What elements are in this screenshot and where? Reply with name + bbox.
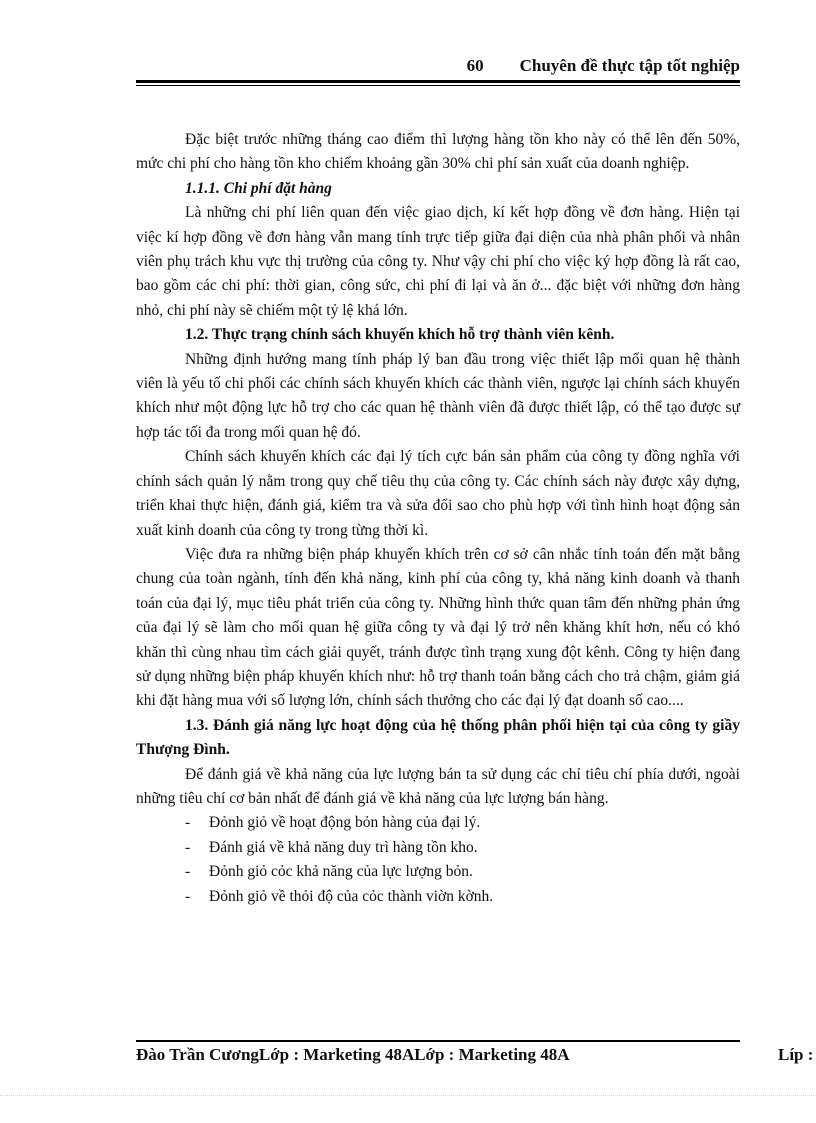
paragraph-ordering-cost: Là những chi phí liên quan đến việc giao dịch, kí kết hợp đồng về đơn hàng. Hiện tại việc kí hợp đồng về đơn hàng vẫn mang tính trực tiếp giữa đại diện của nhà phân phối và nhân viên phụ trách khu vực thị trường của công ty. Như vậy chi phí cho việc ký hợp đồng là rất cao, bao gồm các chi phí: thời gian, công sức, chi phí đi lại và ăn ở... đặc biệt với những đơn hàng nhỏ, chi phí này sẽ chiếm một tỷ lệ khá lớn. [136,204,740,319]
list-item [136,836,740,860]
header-rule-thin [136,85,740,86]
paragraph-evaluation-intro: Để đánh giá về khả năng của lực lượng bán ta sử dụng các chỉ tiêu chí phía dưới, ngoài những tiêu chí cơ bản nhất để đánh giá về khả năng của lực lượng bán hàng. [136,765,740,807]
footer-class-truncated: Líp : [778,1045,814,1064]
header-title: Chuyên đề thực tập tốt nghiệp [519,56,740,75]
list-item-text: Đánh giá về khả năng duy trì hàng tồn kho. [209,838,478,856]
paragraph-inventory: Đặc biệt trước những tháng cao điểm thì lượng hàng tồn kho này có thể lên đến 50%, mức chi phí cho hàng tồn kho chiếm khoảng gần 30% chi phí sản xuất của doanh nghiệp. [136,131,740,173]
evaluation-criteria-list [136,811,740,909]
footer-author-class: Đào Trần CươngLớp : Marketing 48ALớp : Marketing 48A [136,1045,570,1064]
list-item [136,811,740,835]
page-header [136,56,740,76]
bullet-marker: - [185,814,191,832]
list-item-text: Đỏnh giỏ cỏc khả năng của lực lượng bỏn. [209,863,473,881]
header-rule-thick [136,80,740,83]
page-number: 60 [466,56,484,75]
list-item [136,885,740,909]
list-item-text: Đỏnh giỏ về hoạt động bỏn hàng của đại lý. [209,814,481,832]
paragraph-incentive-policy: Chính sách khuyến khích các đại lý tích cực bán sản phẩm của công ty đồng nghĩa với chính sách quản lý nằm trong quy chế tiêu thụ của công ty. Các chính sách này được xây dựng, triển khai thực hiện, đánh giá, kiểm tra và sửa đổi sao cho phù hợp với tình hình hoạt động sản xuất kinh doanh của công ty trong từng thời kì. [136,448,740,539]
document-body [136,128,740,909]
footer-rule [136,1040,740,1042]
page-bottom-divider [0,1095,816,1096]
list-item-text: Đỏnh giỏ về thỏi độ của cỏc thành viờn kờnh. [209,887,494,905]
heading-1-1-1: 1.1.1. Chi phí đặt hàng [185,179,332,197]
list-item [136,860,740,884]
paragraph-incentive-measures: Việc đưa ra những biện pháp khuyến khích trên cơ sở cân nhắc tính toán đến mặt bằng chung của toàn ngành, tính đến khả năng, kinh phí của công ty, khả năng kinh doanh và thanh toán của đại lý, mục tiêu phát triển của công ty. Những hình thức quan tâm đến những phản ứng của đại lý sẽ làm cho mối quan hệ giữa công ty và đại lý trở nên khăng khít hơn, nếu có khó khăn thì cùng nhau tìm cách giải quyết, tránh được tình trạng xung đột kênh. Công ty hiện đang sử dụng những biện pháp khuyến khích như: hỗ trợ thanh toán bằng cách cho trả chậm, giảm giá khi đặt hàng mua với số lượng lớn, chính sách thưởng cho các đại lý đạt doanh số cao.... [136,545,740,710]
paragraph-legal-orientation: Những định hướng mang tính pháp lý ban đầu trong việc thiết lập mối quan hệ thành viên là yếu tố chi phối các chính sách khuyến khích các thành viên, ngược lại chính sách khuyến khích như một động lực hỗ trợ cho các quan hệ thành viên đã được thiết lập, có thể tạo được sự hợp tác tối đa trong mối quan hệ đó. [136,350,740,441]
bullet-marker: - [185,863,191,881]
bullet-marker: - [185,838,191,856]
heading-1-2: 1.2. Thực trạng chính sách khuyến khích hỗ trợ thành viên kênh. [185,326,615,344]
heading-1-3: 1.3. Đánh giá năng lực hoạt động của hệ thống phân phối hiện tại của công ty giầy Thượng Đình. [136,716,740,759]
bullet-marker: - [185,887,191,905]
